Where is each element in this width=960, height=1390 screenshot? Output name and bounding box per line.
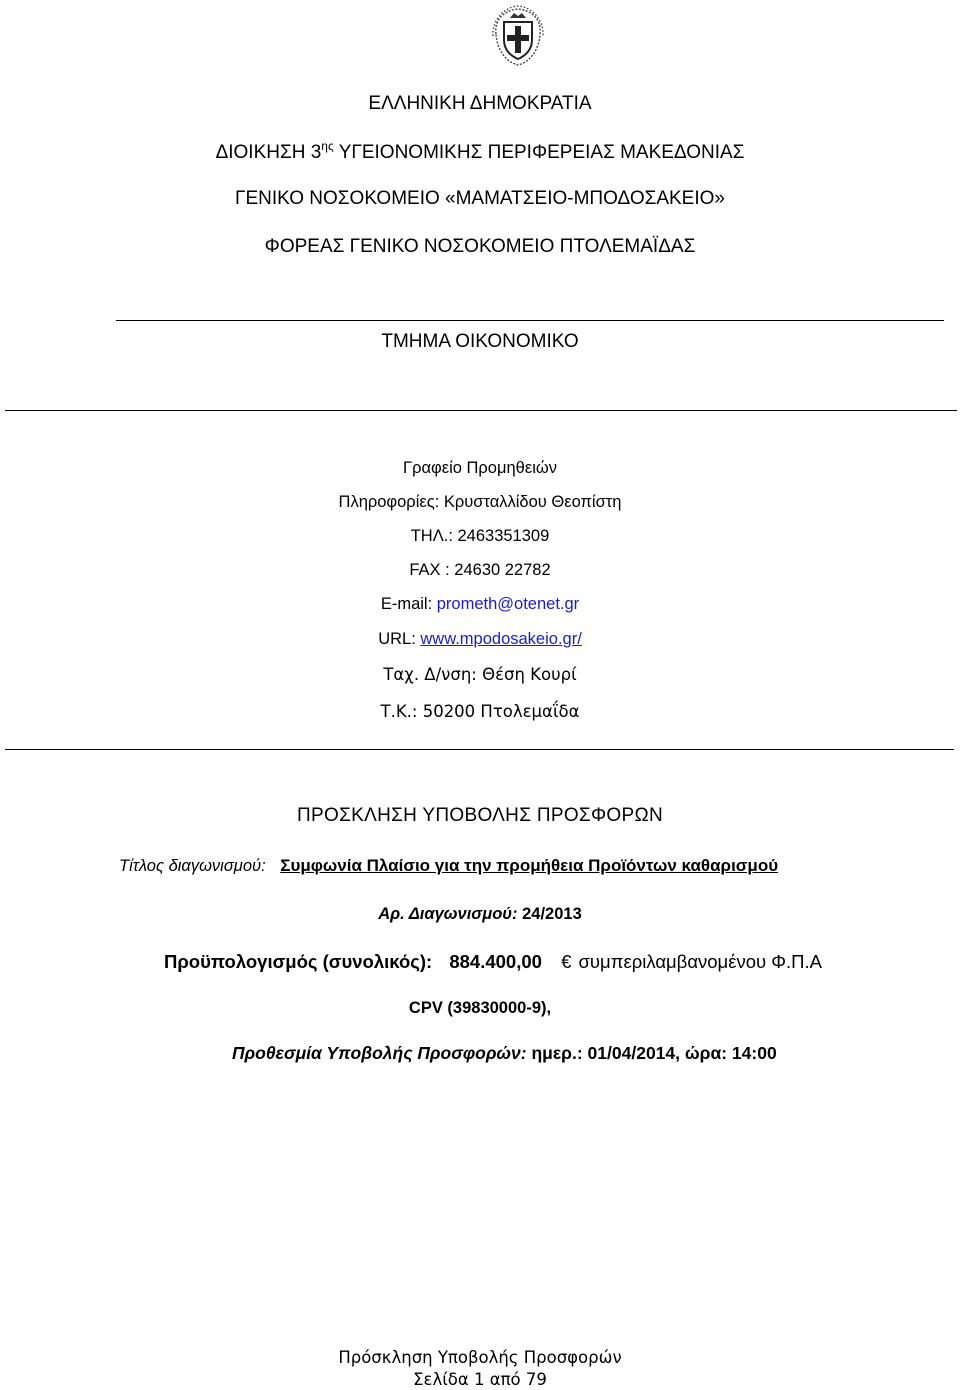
info-text: Πληροφορίες: Κρυσταλλίδου Θεοπίστη bbox=[338, 493, 622, 511]
phone-line bbox=[0, 526, 960, 546]
address-line bbox=[0, 665, 960, 685]
department-heading bbox=[0, 331, 960, 353]
deadline-line bbox=[232, 1042, 777, 1064]
office-text: Γραφείο Προμηθειών bbox=[403, 459, 557, 477]
page-number-text: Σελίδα 1 από 79 bbox=[413, 1370, 547, 1389]
page-number bbox=[0, 1370, 960, 1390]
info-line bbox=[0, 492, 960, 512]
footer-title-text: Πρόσκληση Υποβολής Προσφορών bbox=[338, 1348, 622, 1367]
tender-title-label: Τίτλος διαγωνισμού: bbox=[119, 857, 266, 875]
fax-line bbox=[0, 560, 960, 580]
divider-top bbox=[116, 320, 944, 321]
health-region-pre: ΔΙΟΙΚΗΣΗ 3 bbox=[215, 142, 322, 163]
url-line bbox=[0, 629, 960, 649]
republic-text: ΕΛΛΗΝΙΚΗ ΔΗΜΟΚΡΑΤΙΑ bbox=[368, 93, 592, 114]
deadline-value: ημερ.: 01/04/2014, ώρα: 14:00 bbox=[526, 1043, 777, 1063]
budget-note: συμπεριλαμβανομένου Φ.Π.Α bbox=[578, 951, 822, 972]
unit-text: ΦΟΡΕΑΣ ΓΕΝΙΚΟ ΝΟΣΟΚΟΜΕΙΟ ΠΤΟΛΕΜΑΪΔΑΣ bbox=[264, 236, 696, 257]
hospital-heading bbox=[0, 188, 960, 210]
fax-text: FAX : 24630 22782 bbox=[409, 561, 551, 579]
hospital-text: ΓΕΝΙΚΟ ΝΟΣΟΚΟΜΕΙΟ «ΜΑΜΑΤΣΕΙΟ-ΜΠΟΔΟΣΑΚΕΙΟ» bbox=[235, 188, 725, 209]
address-text: Ταχ. Δ/νση: Θέση Κουρί bbox=[383, 665, 577, 684]
unit-heading bbox=[0, 236, 960, 258]
health-region-sup: ης bbox=[321, 139, 334, 153]
health-region-heading bbox=[0, 139, 960, 164]
cpv-text: CPV (39830000-9), bbox=[408, 999, 552, 1017]
greek-coat-of-arms-icon bbox=[488, 4, 548, 68]
phone-text: ΤΗΛ.: 2463351309 bbox=[410, 527, 550, 545]
budget-label: Προϋπολογισμός (συνολικός): bbox=[164, 951, 433, 972]
email-label: E-mail: bbox=[380, 595, 437, 613]
url-link[interactable]: www.mpodosakeio.gr/ bbox=[420, 630, 582, 648]
tender-title-value: Συμφωνία Πλαίσιο για την προμήθεια Προϊόντων καθαρισμού bbox=[280, 856, 779, 875]
department-text: ΤΜΗΜΑ ΟΙΚΟΝΟΜΙΚΟ bbox=[381, 331, 579, 352]
postcode-text: Τ.Κ.: 50200 Πτολεμαΐδα bbox=[380, 702, 580, 721]
euro-symbol: € bbox=[561, 951, 572, 972]
health-region-post: ΥΓΕΙΟΝΟΜΙΚΗΣ ΠΕΡΙΦΕΡΕΙΑΣ ΜΑΚΕΔΟΝΙΑΣ bbox=[333, 142, 745, 163]
tender-number-line bbox=[0, 903, 960, 925]
divider-contact bbox=[5, 749, 954, 750]
divider-department bbox=[5, 410, 957, 411]
republic-heading bbox=[0, 93, 960, 115]
office-line bbox=[0, 458, 960, 478]
budget-line bbox=[164, 950, 822, 974]
invitation-heading-text: ΠΡΟΣΚΛΗΣΗ ΥΠΟΒΟΛΗΣ ΠΡΟΣΦΟΡΩΝ bbox=[297, 805, 663, 826]
email-link[interactable]: prometh@otenet.gr bbox=[436, 595, 580, 613]
postcode-line bbox=[0, 702, 960, 722]
deadline-label: Προθεσμία Υποβολής Προσφορών: bbox=[232, 1043, 527, 1063]
invitation-heading bbox=[0, 805, 960, 827]
budget-value: 884.400,00 bbox=[449, 951, 542, 972]
cpv-line bbox=[0, 997, 960, 1019]
tender-number-label: Αρ. Διαγωνισμού: bbox=[378, 905, 518, 923]
tender-number-value: 24/2013 bbox=[517, 905, 582, 923]
footer-title bbox=[0, 1348, 960, 1368]
tender-title-line bbox=[119, 855, 778, 877]
email-line bbox=[0, 594, 960, 614]
url-label: URL: bbox=[378, 630, 421, 648]
